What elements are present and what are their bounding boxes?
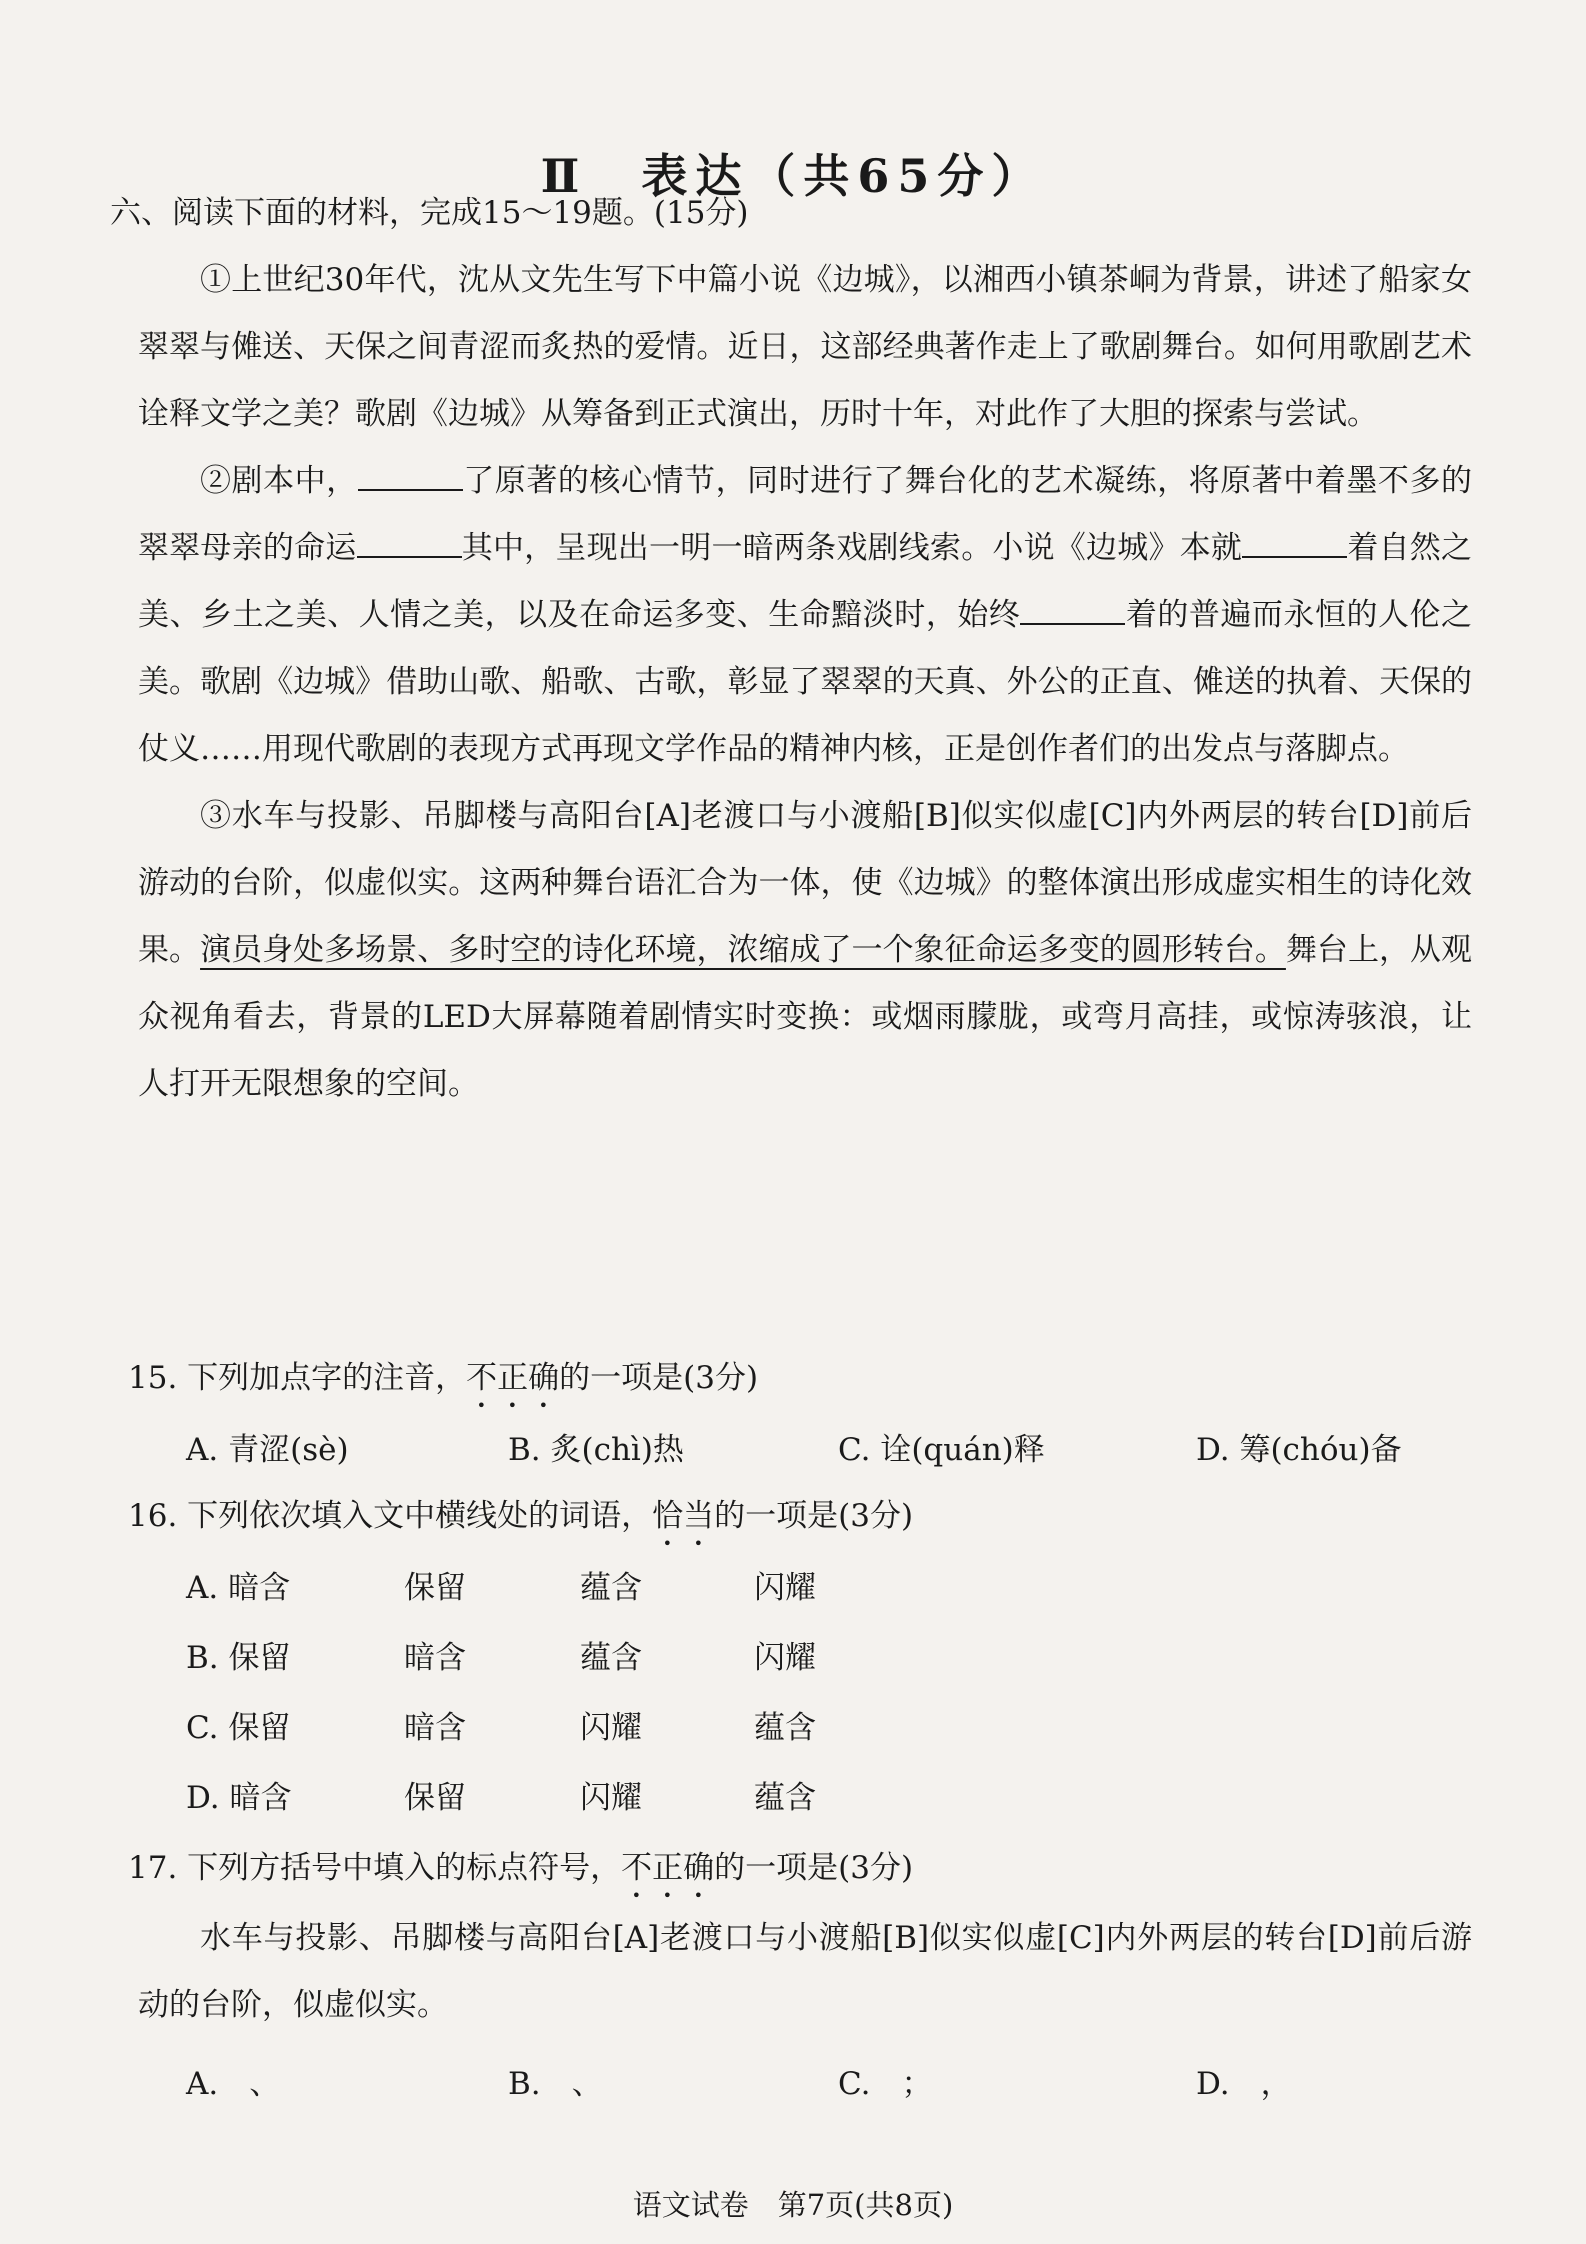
q16-stem-b: 的一项是(3分) (714, 1498, 914, 1534)
q16-option-a[interactable]: A. 暗含 (186, 1570, 291, 1606)
q17-stem-b: 的一项是(3分) (714, 1850, 914, 1886)
q15-stem-a: 15. 下列加点字的注音， (128, 1360, 467, 1396)
question-15-stem (128, 1352, 758, 1415)
q15-stem-b: 的一项是(3分) (559, 1360, 759, 1396)
section-6 (110, 180, 1473, 1118)
q16-d-word3: 闪耀 (580, 1780, 642, 1816)
p2-part-e: 着的普遍而永恒的人伦之美。歌剧《边城》借助山歌、船歌、古歌，彰显了翠翠的天真、外公的正直、傩送的执着、天保的仗义……用现代歌剧的表现方式再现文学作品的精神内核，正是创作者们的出发点与落脚点。 (138, 597, 1472, 767)
p2-part-d: 着自然之美、乡土之美、人情之美，以及在命运多变、生命黯淡时，始终 (138, 530, 1473, 633)
q17-option-a[interactable]: A. 、 (186, 2066, 281, 2102)
question-16-stem (128, 1490, 913, 1553)
q17-option-b[interactable]: B. 、 (508, 2066, 603, 2102)
p3-part-a: ③水车与投影、吊脚楼与高阳台[A]老渡口与小渡船[B]似实似虚[C]内外两层的转台[D]前后游动的台阶，似虚似实。这两种舞台语汇合为一体，使《边城》的整体演出形成虚实相生的诗化效果。 (138, 798, 1472, 968)
paragraph-2 (138, 448, 1472, 783)
q15-option-c[interactable]: C. 诠(quán)释 (838, 1432, 1045, 1468)
question-17-stem (128, 1842, 913, 1905)
q15-option-a[interactable]: A. 青涩(sè) (186, 1432, 349, 1468)
q15-option-d[interactable]: D. 筹(chóu)备 (1196, 1432, 1402, 1468)
blank-3 (1242, 530, 1347, 558)
q15-emphasis: 不正确 (466, 1360, 560, 1396)
blank-4 (1020, 597, 1125, 625)
q17-stem-a: 17. 下列方括号中填入的标点符号， (128, 1850, 622, 1886)
q16-b-word2: 暗含 (404, 1640, 466, 1676)
paragraph-3 (138, 783, 1472, 1118)
p3-underlined-sentence: 演员身处多场景、多时空的诗化环境，浓缩成了一个象征命运多变的圆形转台。 (200, 932, 1286, 968)
q16-option-c[interactable]: C. 保留 (186, 1710, 291, 1746)
q16-option-b[interactable]: B. 保留 (186, 1640, 291, 1676)
q16-d-word4: 蕴含 (754, 1780, 816, 1816)
q17-emphasis: 不正确 (621, 1850, 715, 1886)
q16-a-word2: 保留 (404, 1570, 466, 1606)
q17-quote-text: 水车与投影、吊脚楼与高阳台[A]老渡口与小渡船[B]似实似虚[C]内外两层的转台[D]前后游动的台阶，似虚似实。 (138, 1920, 1472, 2023)
q16-c-word3: 闪耀 (580, 1710, 642, 1746)
q16-c-word2: 暗含 (404, 1710, 466, 1746)
p2-part-a: ②剧本中， (200, 463, 358, 499)
q16-emphasis: 恰当 (652, 1498, 715, 1534)
q16-d-word2: 保留 (404, 1780, 466, 1816)
q17-option-c[interactable]: C. ； (838, 2066, 933, 2102)
p3-part-b: 舞台上，从观众视角看去，背景的LED大屏幕随着剧情实时变换：或烟雨朦胧，或弯月高挂，或惊涛骇浪，让人打开无限想象的空间。 (138, 932, 1473, 1102)
section-heading: 六、阅读下面的材料，完成15～19题。(15分) (110, 195, 749, 231)
q15-option-b[interactable]: B. 炙(chì)热 (508, 1432, 684, 1468)
q16-option-d[interactable]: D. 暗含 (186, 1780, 292, 1816)
page-footer: 语文试卷 第7页(共8页) (632, 2188, 954, 2222)
paragraph-1: ①上世纪30年代，沈从文先生写下中篇小说《边城》，以湘西小镇茶峒为背景，讲述了船家女翠翠与傩送、天保之间青涩而炙热的爱情。近日，这部经典著作走上了歌剧舞台。如何用歌剧艺术诠释文学之美？歌剧《边城》从筹备到正式演出，历时十年，对此作了大胆的探索与尝试。 (138, 262, 1472, 432)
blank-2 (357, 530, 462, 558)
p2-part-b: 了原著的核心情节，同时进行了舞台化的艺术凝练，将原著中着墨不多的翠翠母亲的命运 (138, 463, 1472, 566)
page-title: Ⅱ 表达（共65分） (540, 149, 1046, 203)
q16-c-word4: 蕴含 (754, 1710, 816, 1746)
q16-b-word4: 闪耀 (754, 1640, 816, 1676)
q17-quote (138, 1905, 1472, 2039)
q16-stem-a: 16. 下列依次填入文中横线处的词语， (128, 1498, 653, 1534)
q16-a-word4: 闪耀 (754, 1570, 816, 1606)
q16-a-word3: 蕴含 (580, 1570, 642, 1606)
p2-part-c: 其中，呈现出一明一暗两条戏剧线索。小说《边城》本就 (461, 530, 1243, 566)
q17-option-d[interactable]: D. ， (1196, 2066, 1292, 2102)
q16-b-word3: 蕴含 (580, 1640, 642, 1676)
blank-1 (358, 463, 463, 491)
